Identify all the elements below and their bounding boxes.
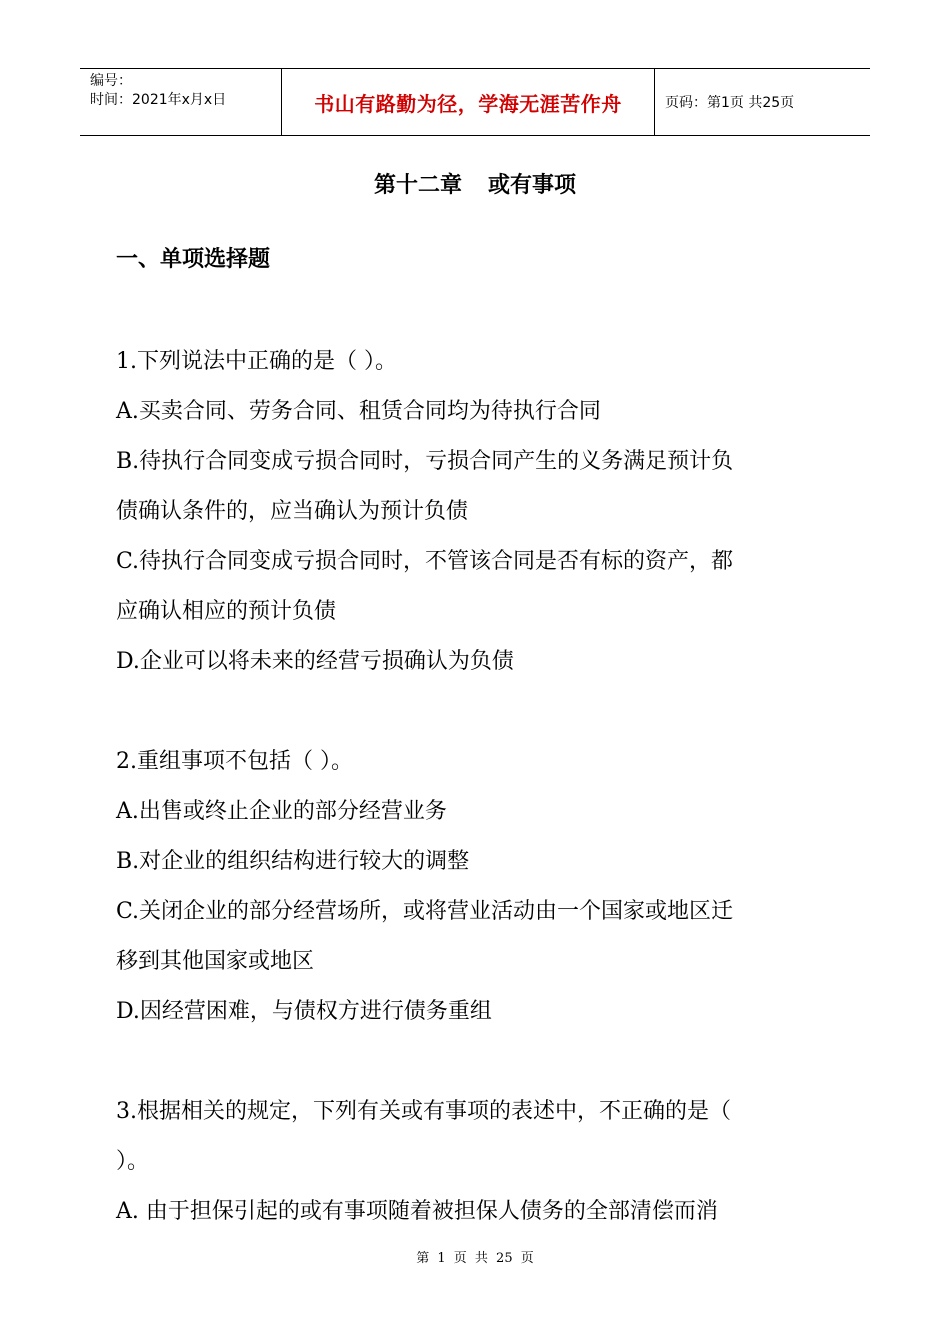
document-header [80, 68, 870, 136]
question-stem: 1.下列说法中正确的是（ ）。 [116, 349, 397, 374]
question-stem: 3.根据相关的规定，下列有关或有事项的表述中，不正确的是（ [116, 1099, 731, 1124]
chapter-title [0, 168, 950, 199]
question-1 [116, 337, 832, 687]
question-2 [116, 737, 832, 1037]
page-footer: 第 1 页 共 25 页 [416, 1251, 534, 1266]
option-line: 债确认条件的，应当确认为预计负债 [116, 499, 469, 524]
header-motto: 书山有路勤为径，学海无涯苦作舟 [282, 69, 655, 135]
option-line: 移到其他国家或地区 [116, 949, 315, 974]
option-line: D.因经营困难，与债权方进行债务重组 [116, 999, 492, 1024]
number-label: 编号： [90, 73, 132, 89]
header-meta [80, 69, 282, 135]
option-line: A. 由于担保引起的或有事项随着被担保人债务的全部清偿而消 [116, 1199, 718, 1224]
option-line: B.待执行合同变成亏损合同时，亏损合同产生的义务满足预计负 [116, 449, 734, 474]
option-line: B.对企业的组织结构进行较大的调整 [116, 849, 470, 874]
option-line: 应确认相应的预计负债 [116, 599, 337, 624]
section-title: 一、单项选择题 [116, 247, 271, 272]
option-line: A.买卖合同、劳务合同、租赁合同均为待执行合同 [116, 399, 601, 424]
time-label: 时间：2021年x月x日 [90, 92, 227, 108]
option-line: C.关闭企业的部分经营场所，或将营业活动由一个国家或地区迁 [116, 899, 734, 924]
chapter-number: 第十二章 [373, 173, 462, 198]
chapter-name: 或有事项 [488, 173, 577, 198]
option-line: A.出售或终止企业的部分经营业务 [116, 799, 447, 824]
question-3 [116, 1087, 832, 1237]
question-stem: 2.重组事项不包括（ ）。 [116, 749, 353, 774]
option-line: C.待执行合同变成亏损合同时，不管该合同是否有标的资产，都 [116, 549, 734, 574]
option-line: D.企业可以将未来的经营亏损确认为负债 [116, 649, 514, 674]
question-list [116, 337, 832, 1237]
header-page-info: 页码：第1页 共25页 [665, 95, 795, 111]
question-stem-continuation: ）。 [116, 1149, 150, 1174]
